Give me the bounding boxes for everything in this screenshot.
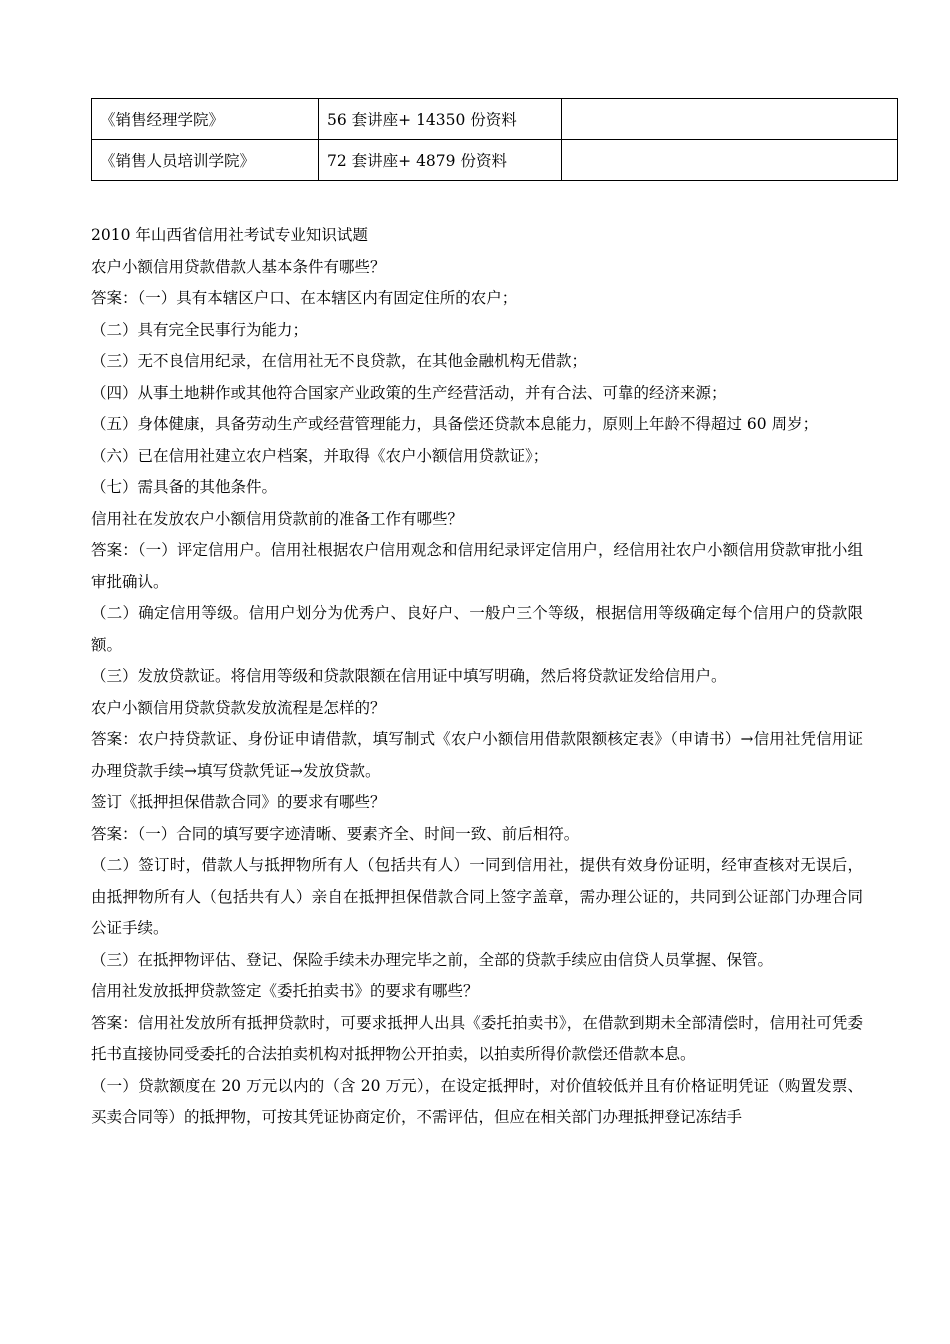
answer-paragraph: （二）签订时，借款人与抵押物所有人（包括共有人）一同到信用社，提供有效身份证明，经审查核对无误后，由抵押物所有人（包括共有人）亲自在抵押担保借款合同上签字盖章，需办理公证的，共同到公证部门办理合同公证手续。 [91, 856, 863, 937]
table-row [92, 140, 898, 181]
table-row [92, 99, 898, 140]
answer-paragraph: 答案：农户持贷款证、身份证申请借款，填写制式《农户小额信用借款限额核定表》（申请书）→信用社凭信用证办理贷款手续→填写贷款凭证→发放贷款。 [91, 730, 863, 780]
answer-paragraph: （三）在抵押物评估、登记、保险手续未办理完毕之前，全部的贷款手续应由信贷人员掌握、保管。 [91, 950, 774, 969]
answer-paragraph: 答案：（一）评定信用户。信用社根据农户信用观念和信用纪录评定信用户，经信用社农户小额信用贷款审批小组审批确认。 [91, 541, 863, 591]
answer-paragraph: （二）具有完全民事行为能力； [91, 320, 309, 339]
answer-paragraph: （三）发放贷款证。将信用等级和贷款限额在信用证中填写明确，然后将贷款证发给信用户。 [91, 667, 727, 685]
course-name-cell: 《销售人员培训学院》 [92, 140, 319, 181]
answer-paragraph: （七）需具备的其他条件。 [91, 478, 278, 496]
course-content-cell: 72 套讲座+ 4879 份资料 [319, 140, 562, 181]
answer-paragraph: （一）贷款额度在 20 万元以内的（含 20 万元），在设定抵押时，对价值较低并且有价格证明凭证（购置发票、买卖合同等）的抵押物，可按其凭证协商定价，不需评估，但应在相关部门办理抵押登记冻结手 [91, 1076, 863, 1126]
answer-paragraph: （四）从事土地耕作或其他符合国家产业政策的生产经营活动，并有合法、可靠的经济来源； [91, 383, 727, 402]
answer-paragraph: （二）确定信用等级。信用户划分为优秀户、良好户、一般户三个等级，根据信用等级确定每个信用户的贷款限额。 [91, 604, 863, 654]
answer-paragraph: 答案：（一）合同的填写要字迹清晰、要素齐全、时间一致、前后相符。 [91, 824, 580, 843]
document-body [91, 220, 863, 1134]
answer-paragraph: 答案：（一）具有本辖区户口、在本辖区内有固定住所的农户； [91, 289, 518, 307]
course-content-cell: 56 套讲座+ 14350 份资料 [319, 99, 562, 140]
question-heading: 信用社在发放农户小额信用贷款前的准备工作有哪些？ [91, 509, 464, 528]
empty-cell [562, 140, 898, 181]
answer-paragraph: （三）无不良信用纪录，在信用社无不良贷款，在其他金融机构无借款； [91, 352, 588, 370]
empty-cell [562, 99, 898, 140]
question-heading: 农户小额信用贷款贷款发放流程是怎样的？ [91, 698, 386, 717]
course-name-cell: 《销售经理学院》 [92, 99, 319, 140]
question-heading: 签订《抵押担保借款合同》的要求有哪些？ [91, 793, 386, 811]
answer-paragraph: （六）已在信用社建立农户档案，并取得《农户小额信用贷款证》； [91, 446, 549, 465]
document-title: 2010 年山西省信用社考试专业知识试题 [91, 226, 368, 244]
answer-paragraph: 答案：信用社发放所有抵押贷款时，可要求抵押人出具《委托拍卖书》，在借款到期未全部清偿时，信用社可凭委托书直接协同受委托的合法拍卖机构对抵押物公开拍卖，以拍卖所得价款偿还借款本息。 [91, 1013, 863, 1063]
course-table [91, 98, 898, 181]
question-heading: 农户小额信用贷款借款人基本条件有哪些？ [91, 257, 386, 276]
question-heading: 信用社发放抵押贷款签定《委托拍卖书》的要求有哪些？ [91, 982, 479, 1000]
answer-paragraph: （五）身体健康，具备劳动生产或经营管理能力，具备偿还贷款本息能力，原则上年龄不得超过 60 周岁； [91, 415, 819, 433]
